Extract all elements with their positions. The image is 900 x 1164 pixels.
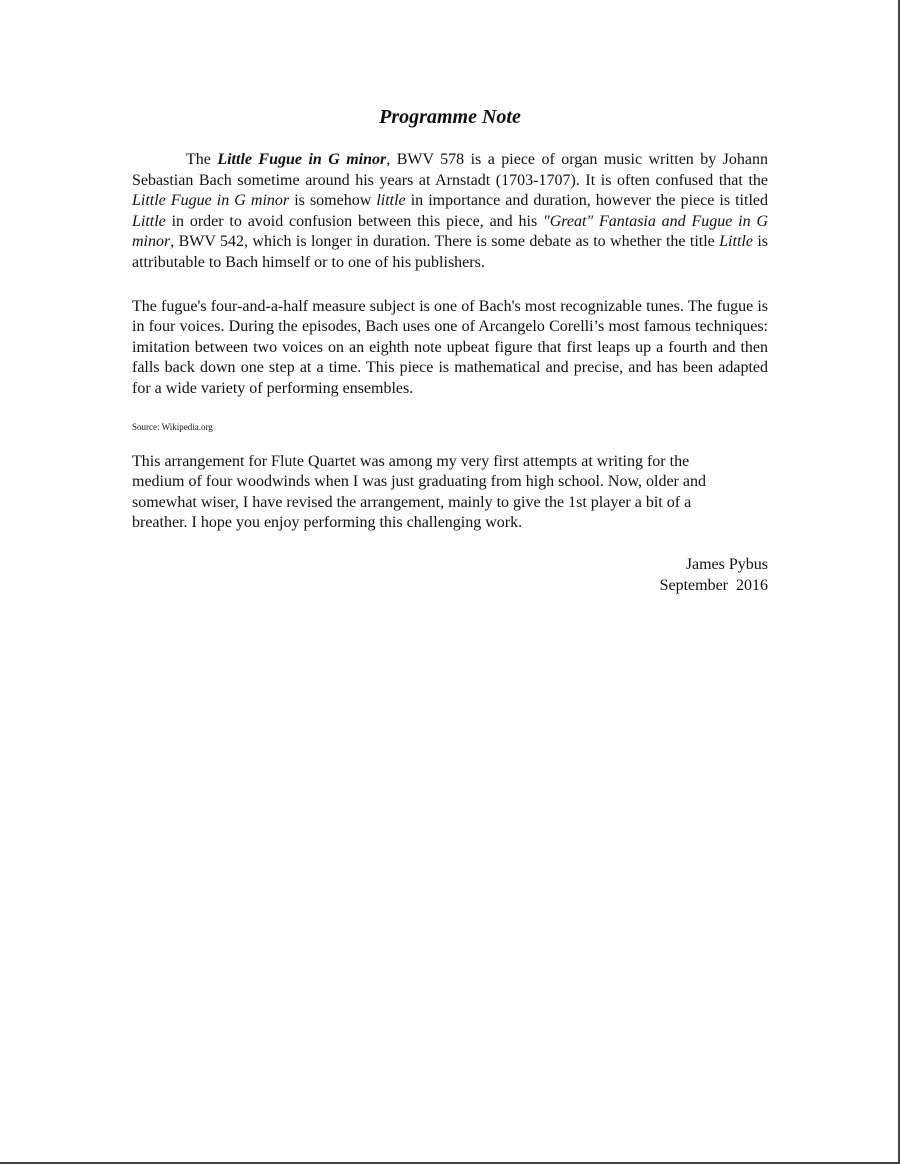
source-citation: Source: Wikipedia.org — [132, 421, 213, 432]
paragraph-fugue-description: The fugue's four-and-a-half measure subject is one of Bach's most recognizable tunes. The fugue is in four voices. During the episodes, Bach uses one of Arcangelo Corelli’s most famous techniques: imitation between two voices on an eighth note upbeat figure that first leaps up a fourth and then falls back down one step at a time. This piece is mathematical and precise, and has been adapted for a wide variety of performing ensembles. — [132, 297, 768, 397]
author-name: James Pybus — [685, 555, 768, 573]
signature-block — [132, 554, 768, 596]
text-run: , BWV 578 is a piece of organ music written by Johann Sebastian Bach sometime around his years at Arnstadt (1703-1707). It is often confused that the — [132, 151, 769, 189]
text-run: in order to avoid confusion between this piece, and his — [165, 212, 543, 230]
text-run: , BWV 542, which is longer in duration. There is some debate as to whether the title — [170, 233, 720, 251]
text-line: medium of four woodwinds when I was just graduating from high school. Now, older and — [132, 473, 706, 491]
text-run: is somehow — [289, 192, 377, 210]
text-line: somewhat wiser, I have revised the arrangement, mainly to give the 1st player a bit of a — [132, 493, 692, 511]
document-body — [132, 104, 768, 596]
text-line: breather. I hope you enjoy performing this challenging work. — [132, 514, 523, 532]
signature-date: September 2016 — [659, 576, 768, 594]
text-run: in importance and duration, however the piece is titled — [405, 192, 768, 210]
emphasis-word: Little — [719, 233, 753, 251]
text-line: This arrangement for Flute Quartet was among my very first attempts at writing for the — [132, 452, 690, 470]
page-title: Programme Note — [379, 106, 521, 128]
text-run: The — [186, 151, 218, 168]
paragraph-arranger-note — [132, 452, 768, 534]
emphasis-word: Little — [132, 212, 166, 230]
emphasis-word: little — [376, 192, 406, 210]
work-title-italic: Little Fugue in G minor — [132, 192, 290, 210]
paragraph-history — [132, 150, 768, 274]
work-title-bold: Little Fugue in G minor — [217, 151, 387, 168]
work-title-italic: "Great" Fantasia and Fugue in G minor — [132, 212, 768, 251]
text-run: is attributable to Bach himself or to one of his publishers. — [132, 233, 768, 271]
